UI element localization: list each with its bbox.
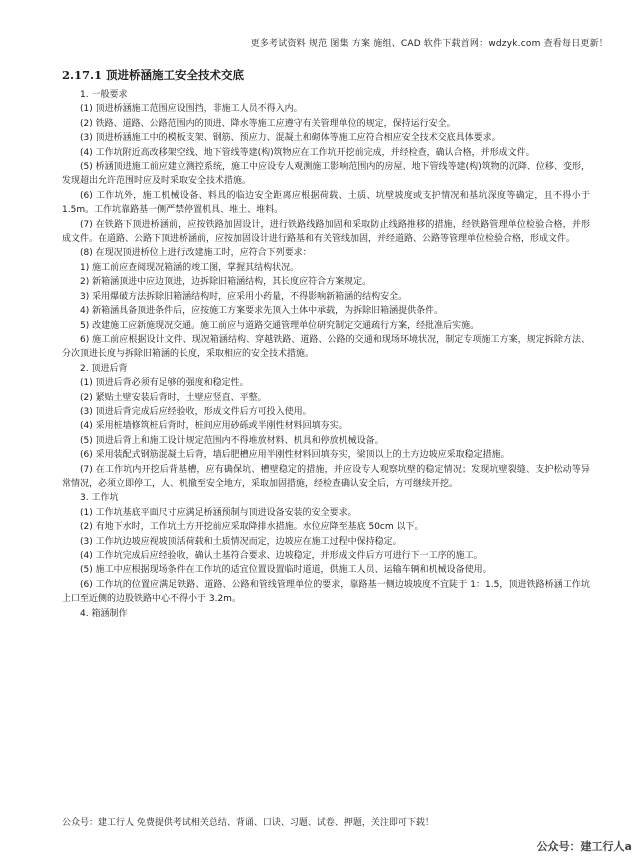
heading-box-culvert-fabrication: 4. 箱涵制作 [80, 608, 128, 619]
paragraph: (5) 桥涵顶进施工前应建立测控系统，施工中应设专人观测施工影响范围内的房屋、地下管线等建(构)筑物的沉降、位移、变形，发现超出允许范围时应及时采取安全技术措施。 [62, 162, 590, 187]
paragraph: (1) 顶进桥涵施工范围应设围挡，非施工人员不得入内。 [80, 104, 303, 115]
page-header: 更多考试资料 规范 图集 方案 施组、CAD 软件下载首网：wdzyk.com 查看每日更新！ [250, 39, 608, 49]
paragraph: (3) 工作坑边坡应视坡顶活荷载和土质情况而定，边坡应在施工过程中保持稳定。 [80, 536, 402, 547]
list-item: 1) 施工前应查阅现况箱涵的竣工图，掌握其结构状况。 [80, 262, 300, 273]
paragraph: (7) 在铁路下顶进桥涵前，应按铁路加固设计，进行铁路线路加固和采取防止线路推移的措施，经铁路管理单位检验合格，并形成文件。在道路、公路下顶进桥涵前，应按加固设计进行路基和有关管线加固，并经道路、公路等管理单位检验合格，形成文件。 [62, 219, 590, 245]
heading-work-pit: 3. 工作坑 [80, 493, 119, 504]
page-footer: 公众号：建工行人 免费提供考试相关总结、背诵、口诀、习题、试卷、押题，关注即可下载！ [62, 818, 434, 828]
paragraph: (2) 有地下水时，工作坑土方开挖前应采取降排水措施。水位应降至基底 50cm 以下。 [80, 522, 424, 533]
paragraph: (4) 工作坑完成后应经验收，确认土基符合要求、边坡稳定，并形成文件后方可进行下一工序的施工。 [80, 551, 483, 561]
list-item: 5) 改建施工应新施现况交通。施工前应与道路交通管理单位研究制定交通疏行方案，经批准后实施。 [80, 320, 480, 331]
heading-jacking-backstop: 2. 顶进后背 [80, 363, 128, 374]
list-item: 3) 采用爆破方法拆除旧箱涵结构时，应采用小药量，不得影响新箱涵的结构安全。 [80, 291, 408, 302]
paragraph: (6) 采用装配式钢筋混凝土后背，墙后肥槽应用半刚性材料回填夯实，梁顶以上的土方边坡应采取稳定措施。 [80, 450, 510, 461]
paragraph: (5) 顶进后背上和施工设计规定范围内不得堆放材料、机具和停放机械设备。 [80, 435, 384, 446]
paragraph: (5) 施工中应根据现场条件在工作坑的适宜位置设置临时道道，供施工人员、运输车辆和机械设备使用。 [80, 565, 492, 576]
paragraph: (7) 在工作坑内开挖后背基槽，应有确保坑、槽壁稳定的措施，并应设专人观察坑壁的稳定情况；发现坑壁裂缝、支护松动等异常情况，必须立即停工，人、机撤至安全地方，采取加固措施，经检查确认安全后，方可继续开挖。 [62, 464, 590, 489]
paragraph: (4) 采用桩墙修筑桩后背时，桩间应用砂砾或半刚性材料回填夯实。 [80, 421, 348, 432]
paragraph: (1) 顶进后背必须有足够的强度和稳定性。 [80, 378, 249, 389]
list-item: 2) 新箱涵顶进中应边顶进，边拆除旧箱涵结构，其长度应符合方案规定。 [80, 277, 372, 288]
section-title: 2.17.1 顶进桥涵施工安全技术交底 [62, 68, 245, 82]
paragraph: (3) 顶进后背完成后应经验收，形成文件后方可投入使用。 [80, 406, 312, 417]
paragraph: (4) 工作坑附近高改移架空线、地下管线等建(构)筑物应在工作坑开挖前完成，并经检查，确认合格，并形成文件。 [80, 147, 535, 158]
paragraph: (2) 铁路、道路、公路范围内的顶进、降水等施工应遵守有关管理单位的规定，保持运行安全。 [80, 118, 456, 129]
document-body [62, 88, 590, 621]
paragraph: (8) 在现况顶进桥位上进行改建施工时，应符合下列要求： [80, 248, 312, 259]
paragraph: (2) 紧贴土壁安装后背时，土壁应竖直、平整。 [80, 392, 267, 403]
paragraph: (1) 工作坑基底平面尺寸应满足桥涵预制与顶进设备安装的安全要求。 [80, 507, 357, 518]
paragraph: (6) 工作坑外，施工机械设备、料具的临边安全距离应根据荷载、土质、坑壁坡度或支护情况和基坑深度等确定，且不得小于 1.5m。工作坑靠路基一侧严禁停置机具、堆土、堆料。 [62, 190, 590, 216]
watermark: 公众号：建工行人a [536, 840, 632, 853]
heading-general-requirements: 1. 一般要求 [80, 90, 128, 100]
list-item: 4) 新箱涵具备顶进条件后，应按施工方案要求先顶入土体中承载，为拆除旧箱涵提供条件。 [80, 306, 444, 317]
paragraph: (6) 工作坑的位置应满足铁路、道路、公路和管线管理单位的要求，靠路基一侧边坡坡度不宜陡于 1：1.5，顶进铁路桥涵工作坑上口至近侧的边股铁路中心不得小于 3.2m。 [62, 579, 590, 605]
paragraph: (3) 顶进桥涵施工中的模板支架、钢筋、预应力、混凝土和砌体等施工应符合相应安全技术交底具体要求。 [80, 133, 501, 144]
list-item: 6) 施工前应根据设计文件、现况箱涵结构、穿越铁路、道路、公路的交通和现场环境状况，制定专项施工方案，规定拆除方法、分次顶进长度与拆除旧箱涵的长度，采取相应的安全技术措施。 [62, 334, 590, 360]
